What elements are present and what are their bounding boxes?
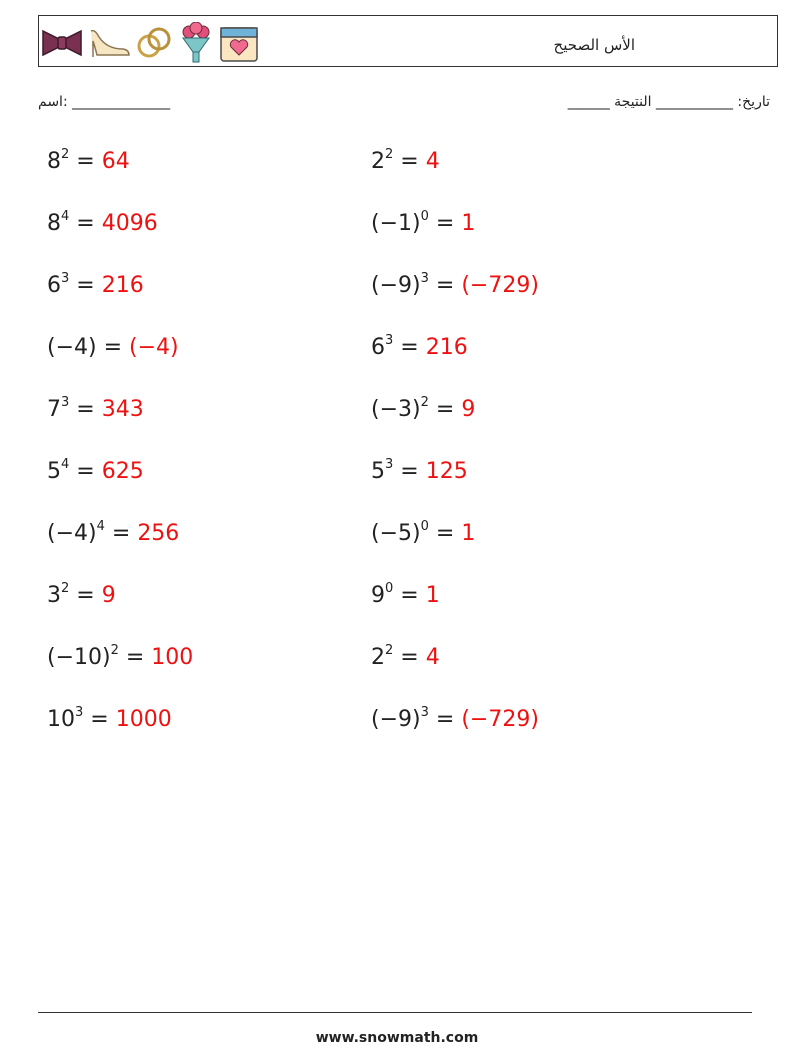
problem-answer: (−729) [461, 707, 539, 732]
problem-exponent: 3 [75, 705, 84, 720]
problem-item [371, 582, 440, 613]
equals-sign: = [69, 397, 102, 422]
equals-sign: = [393, 645, 426, 670]
problem-item [371, 396, 475, 427]
problem-base: (−1) [371, 211, 421, 236]
problem-answer: 4 [425, 149, 440, 174]
equals-sign: = [69, 149, 102, 174]
footer-url: www.snowmath.com [315, 1030, 479, 1046]
problem-exponent: 4 [61, 457, 70, 472]
problem-answer: 1000 [115, 707, 172, 732]
problem-exponent: 3 [385, 333, 394, 348]
problem-answer: 4096 [101, 211, 158, 236]
problem-exponent: 0 [385, 581, 394, 596]
problem-item [371, 520, 475, 551]
equals-sign: = [428, 273, 462, 298]
problem-base: 7 [47, 397, 61, 422]
equals-sign: = [69, 211, 102, 236]
problem-base: (−4) [47, 521, 97, 546]
equals-sign: = [69, 459, 102, 484]
problem-item [371, 334, 468, 365]
equals-sign: = [118, 645, 152, 670]
problem-item [371, 272, 539, 303]
problem-base: 8 [47, 149, 61, 174]
problem-base: 3 [47, 583, 61, 608]
problem-item [47, 644, 193, 675]
equals-sign: = [393, 149, 426, 174]
equals-sign: = [428, 707, 462, 732]
equals-sign: = [393, 335, 426, 360]
problem-exponent: 3 [420, 271, 429, 286]
equals-sign: = [69, 583, 102, 608]
problem-answer: 216 [425, 335, 468, 360]
problem-item [47, 210, 158, 241]
problem-item [371, 644, 440, 675]
problem-exponent: 3 [61, 395, 70, 410]
problem-base: 6 [47, 273, 61, 298]
calendar-heart-icon [219, 23, 259, 63]
problem-exponent: 3 [385, 457, 394, 472]
problem-exponent: 3 [61, 271, 70, 286]
problem-answer: (−729) [461, 273, 539, 298]
name-field-label: اسم: ______________ [38, 94, 171, 110]
wedding-rings-icon [135, 25, 173, 61]
problem-base: (−9) [371, 273, 421, 298]
problem-base: 9 [371, 583, 385, 608]
problem-item [47, 334, 179, 362]
problem-base: (−5) [371, 521, 421, 546]
header-box [38, 15, 778, 67]
problem-base: (−3) [371, 397, 421, 422]
equals-sign: = [428, 521, 462, 546]
equals-sign: = [428, 397, 462, 422]
problem-exponent: 2 [61, 147, 70, 162]
problem-answer: 1 [461, 521, 476, 546]
problem-item [371, 458, 468, 489]
problem-answer: 4 [425, 645, 440, 670]
problem-base: 2 [371, 149, 385, 174]
equals-sign: = [96, 335, 130, 360]
header-icons [41, 22, 259, 64]
problem-exponent: 2 [420, 395, 429, 410]
problem-item [47, 520, 179, 551]
problem-exponent: 0 [420, 519, 429, 534]
problem-exponent: 3 [420, 705, 429, 720]
problem-answer: 100 [151, 645, 194, 670]
problem-exponent: 2 [385, 147, 394, 162]
problem-base: (−9) [371, 707, 421, 732]
problem-exponent: 2 [61, 581, 70, 596]
problem-exponent: 4 [61, 209, 70, 224]
problem-answer: 343 [101, 397, 144, 422]
problem-base: 2 [371, 645, 385, 670]
problem-item [47, 272, 144, 303]
problem-base: 8 [47, 211, 61, 236]
problem-item [47, 582, 116, 613]
date-score-label: تاريخ: ___________ النتيجة ______ [567, 94, 770, 110]
problem-item [371, 210, 475, 241]
problem-item [47, 396, 144, 427]
problem-base: 5 [47, 459, 61, 484]
problem-answer: 256 [137, 521, 180, 546]
problem-answer: 125 [425, 459, 468, 484]
problem-base: 5 [371, 459, 385, 484]
problem-exponent: 2 [110, 643, 119, 658]
problem-answer: 9 [101, 583, 116, 608]
equals-sign: = [83, 707, 116, 732]
problem-answer: 64 [101, 149, 130, 174]
problem-exponent: 4 [96, 519, 105, 534]
problem-item [371, 148, 440, 179]
problem-item [47, 706, 172, 737]
problem-base: (−10) [47, 645, 111, 670]
footer-divider [38, 1012, 752, 1013]
problem-answer: 216 [101, 273, 144, 298]
problem-answer: 9 [461, 397, 476, 422]
problem-base: 10 [47, 707, 75, 732]
problem-answer: 1 [461, 211, 476, 236]
high-heel-icon [87, 27, 131, 59]
problem-exponent: 2 [385, 643, 394, 658]
problem-exponent: 0 [420, 209, 429, 224]
problem-answer: 625 [101, 459, 144, 484]
problem-item [47, 458, 144, 489]
equals-sign: = [393, 459, 426, 484]
problem-item [371, 706, 539, 737]
problem-answer: 1 [425, 583, 440, 608]
equals-sign: = [393, 583, 426, 608]
problem-answer: (−4) [129, 335, 179, 360]
bow-tie-icon [41, 27, 83, 59]
bouquet-icon [177, 22, 215, 64]
problem-base: (−4) [47, 335, 97, 360]
equals-sign: = [104, 521, 138, 546]
problem-base: 6 [371, 335, 385, 360]
equals-sign: = [69, 273, 102, 298]
problem-item [47, 148, 130, 179]
worksheet-title: الأس الصحيح [553, 36, 635, 54]
equals-sign: = [428, 211, 462, 236]
